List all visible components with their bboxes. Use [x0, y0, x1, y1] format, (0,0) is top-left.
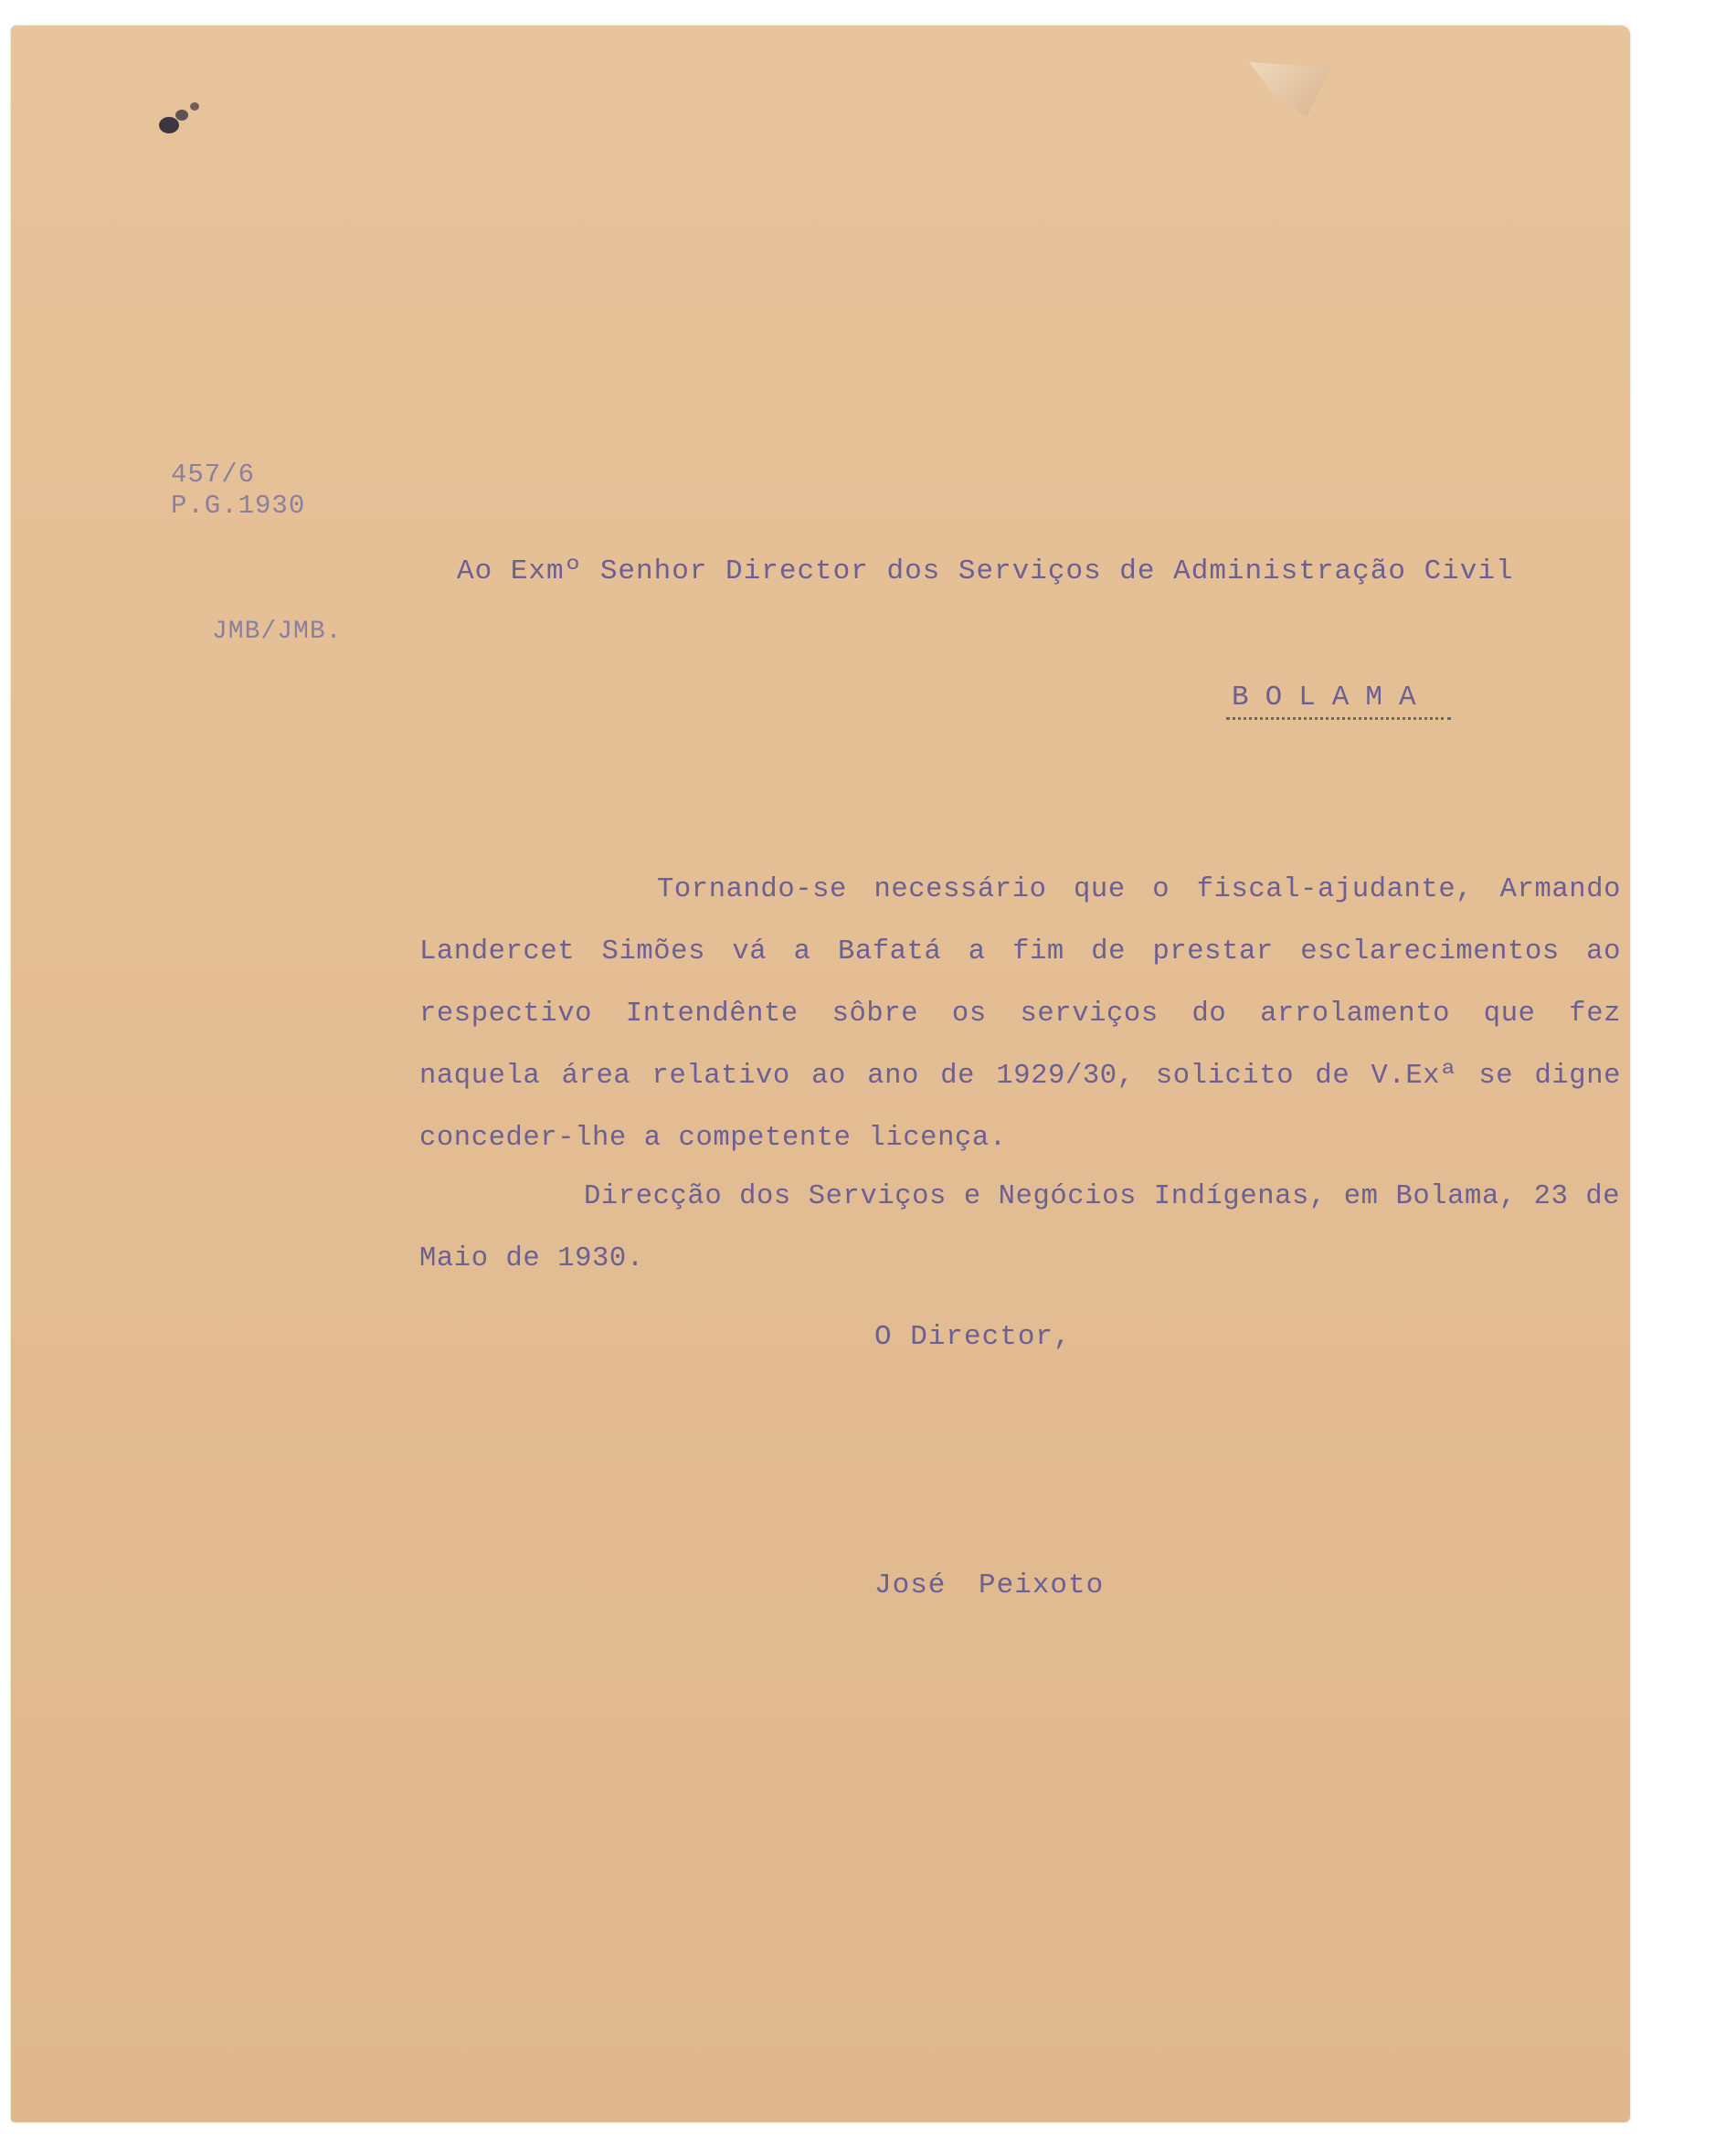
ink-stain [159, 117, 179, 133]
document-page [11, 26, 1630, 2122]
signature-name: José Peixoto [874, 1569, 1105, 1601]
destination-city: BOLAMA [1226, 682, 1451, 720]
reference-series: P.G.1930 [171, 491, 306, 521]
ink-stain [175, 110, 188, 121]
paper-crease [1249, 62, 1331, 117]
letter-body: Tornando-se necessário que o fiscal-ajudante, Armando Landercet Simões vá a Bafatá a fim de prestar esclarecimentos ao respectivo Intendênte sôbre os serviços do arrolamento que fez naquela área relativo ao ano de 1929/30, solicito de V.Exª se digne conceder-lhe a competente licença. [419, 874, 1621, 1154]
addressee-line: Ao Exmº Senhor Director dos Serviços de Administração Civil [457, 555, 1514, 587]
reference-number [171, 460, 305, 522]
signoff-title: O Director, [874, 1321, 1072, 1353]
ink-stain [190, 102, 199, 111]
letter-closing: Direcção dos Serviços e Negócios Indígenas, em Bolama, 23 de Maio de 1930. [419, 1181, 1621, 1274]
typist-initials: JMB/JMB. [212, 618, 343, 646]
reference-code: 457/6 [171, 460, 256, 490]
